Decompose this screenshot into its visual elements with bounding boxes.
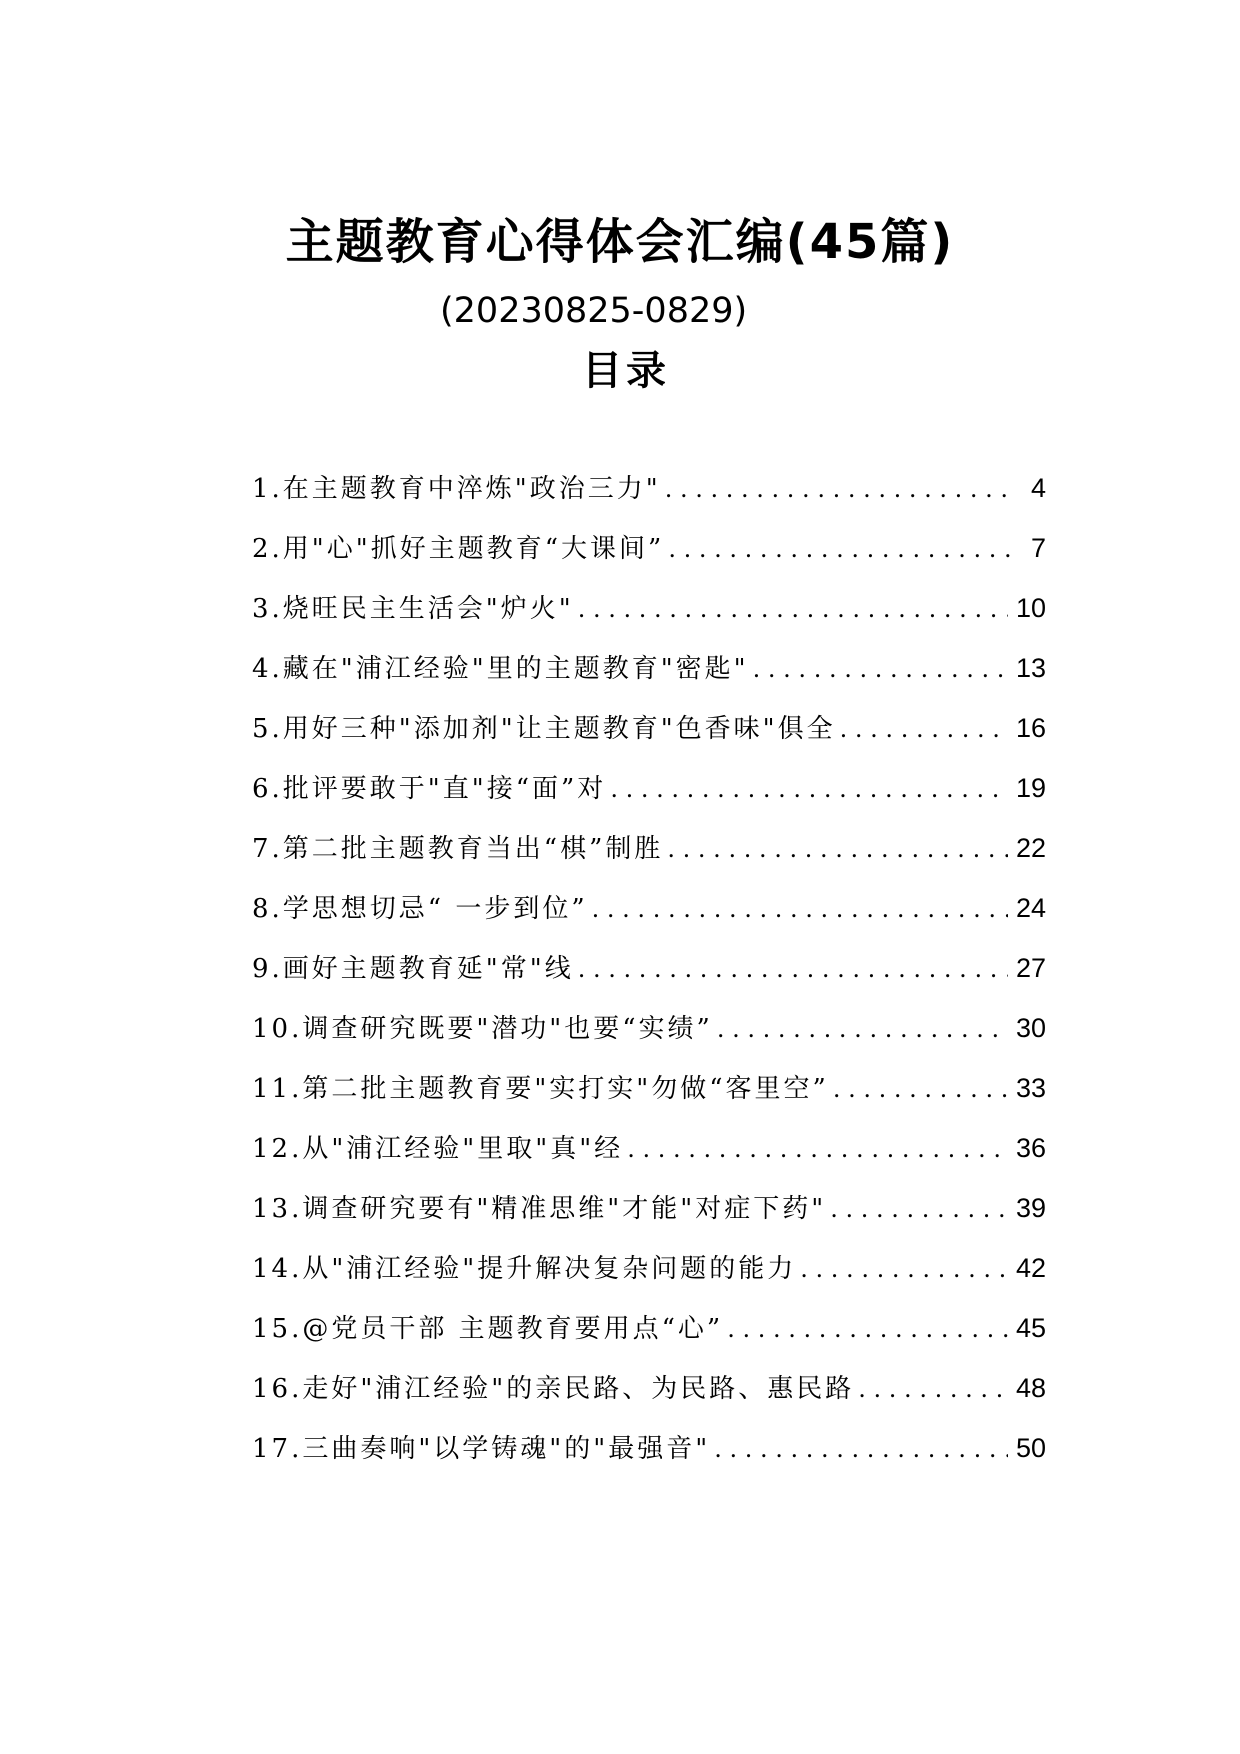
toc-entry[interactable] [252,1368,1046,1428]
toc-entry-title: 8.学思想切忌“ 一步到位” [252,894,588,924]
toc-entry[interactable] [252,1248,1046,1308]
toc-entry[interactable] [252,648,1046,708]
toc-entry[interactable] [252,468,1046,528]
toc-entry-page: 36 [1015,1133,1046,1163]
toc-entry-page: 4 [1030,473,1046,503]
toc-entry-title: 17.三曲奏响"以学铸魂"的"最强音" [252,1434,711,1464]
toc-entry-title: 15.@党员干部 主题教育要用点“心” [252,1314,724,1344]
toc-entry-title: 13.调查研究要有"精准思维"才能"对症下药" [252,1194,827,1224]
toc-entry-page: 42 [1015,1253,1046,1283]
toc-entry-page: 33 [1015,1073,1046,1103]
toc-entry-page: 7 [1030,533,1046,563]
toc-entry[interactable] [252,948,1046,1008]
toc-entry[interactable] [252,588,1046,648]
toc-entry-title: 4.藏在"浦江经验"里的主题教育"密匙" [252,654,749,684]
toc-entry[interactable] [252,828,1046,888]
toc-entry-title: 5.用好三种"添加剂"让主题教育"色香味"俱全 [252,714,836,744]
toc-entry-title: 3.烧旺民主生活会"炉火" [252,594,574,624]
toc-entry-page: 16 [1015,713,1046,743]
dot-leader [753,655,1008,683]
dot-leader [714,1435,1008,1463]
dot-leader [717,1015,1008,1043]
dot-leader [665,475,1010,503]
dot-leader [610,775,1008,803]
dot-leader [578,955,1008,983]
dot-leader [858,1375,1008,1403]
dot-leader [833,1075,1008,1103]
toc-entry-page: 27 [1015,953,1046,983]
toc-entry[interactable] [252,888,1046,948]
dot-leader [668,535,1010,563]
toc-entry-page: 39 [1015,1193,1046,1223]
toc-entry-page: 50 [1015,1433,1046,1463]
toc-entry[interactable] [252,1188,1046,1248]
toc-entry[interactable] [252,1128,1046,1188]
toc-entry[interactable] [252,528,1046,588]
toc-entry-page: 13 [1015,653,1046,683]
toc-entry-title: 10.调查研究既要"潜功"也要“实绩” [252,1014,713,1044]
toc-entry-page: 48 [1015,1373,1046,1403]
dot-leader [840,715,1008,743]
dot-leader [800,1255,1008,1283]
toc-entry-title: 1.在主题教育中淬炼"政治三力" [252,474,661,504]
document-title: 主题教育心得体会汇编(45篇) [285,214,955,270]
dot-leader [627,1135,1008,1163]
toc-entry[interactable] [252,1308,1046,1368]
toc-heading: 目录 [582,348,670,394]
toc-entry-title: 6.批评要敢于"直"接“面”对 [252,774,607,804]
toc-entry-page: 10 [1015,593,1046,623]
dot-leader [727,1315,1008,1343]
toc-entry-page: 22 [1015,833,1046,863]
toc-entry[interactable] [252,1428,1046,1488]
toc-entry-page: 19 [1015,773,1046,803]
toc-entry-page: 24 [1015,893,1046,923]
toc-entry-title: 14.从"浦江经验"提升解决复杂问题的能力 [252,1254,797,1284]
toc-entry-title: 7.第二批主题教育当出“棋”制胜 [252,834,664,864]
toc-entry-page: 45 [1015,1313,1046,1343]
toc-entry-title: 2.用"心"抓好主题教育“大课间” [252,534,665,564]
dot-leader [592,895,1008,923]
toc-entry[interactable] [252,768,1046,828]
dot-leader [578,595,1008,623]
toc-entry[interactable] [252,708,1046,768]
document-subtitle: (20230825-0829) [440,291,748,331]
toc-entry-title: 12.从"浦江经验"里取"真"经 [252,1134,624,1164]
table-of-contents [252,468,1046,1488]
dot-leader [830,1195,1008,1223]
dot-leader [667,835,1008,863]
toc-entry-title: 9.画好主题教育延"常"线 [252,954,574,984]
toc-entry-title: 16.走好"浦江经验"的亲民路、为民路、惠民路 [252,1374,855,1404]
toc-entry-page: 30 [1015,1013,1046,1043]
toc-entry[interactable] [252,1068,1046,1128]
toc-entry[interactable] [252,1008,1046,1068]
toc-entry-title: 11.第二批主题教育要"实打实"勿做“客里空” [252,1074,829,1104]
